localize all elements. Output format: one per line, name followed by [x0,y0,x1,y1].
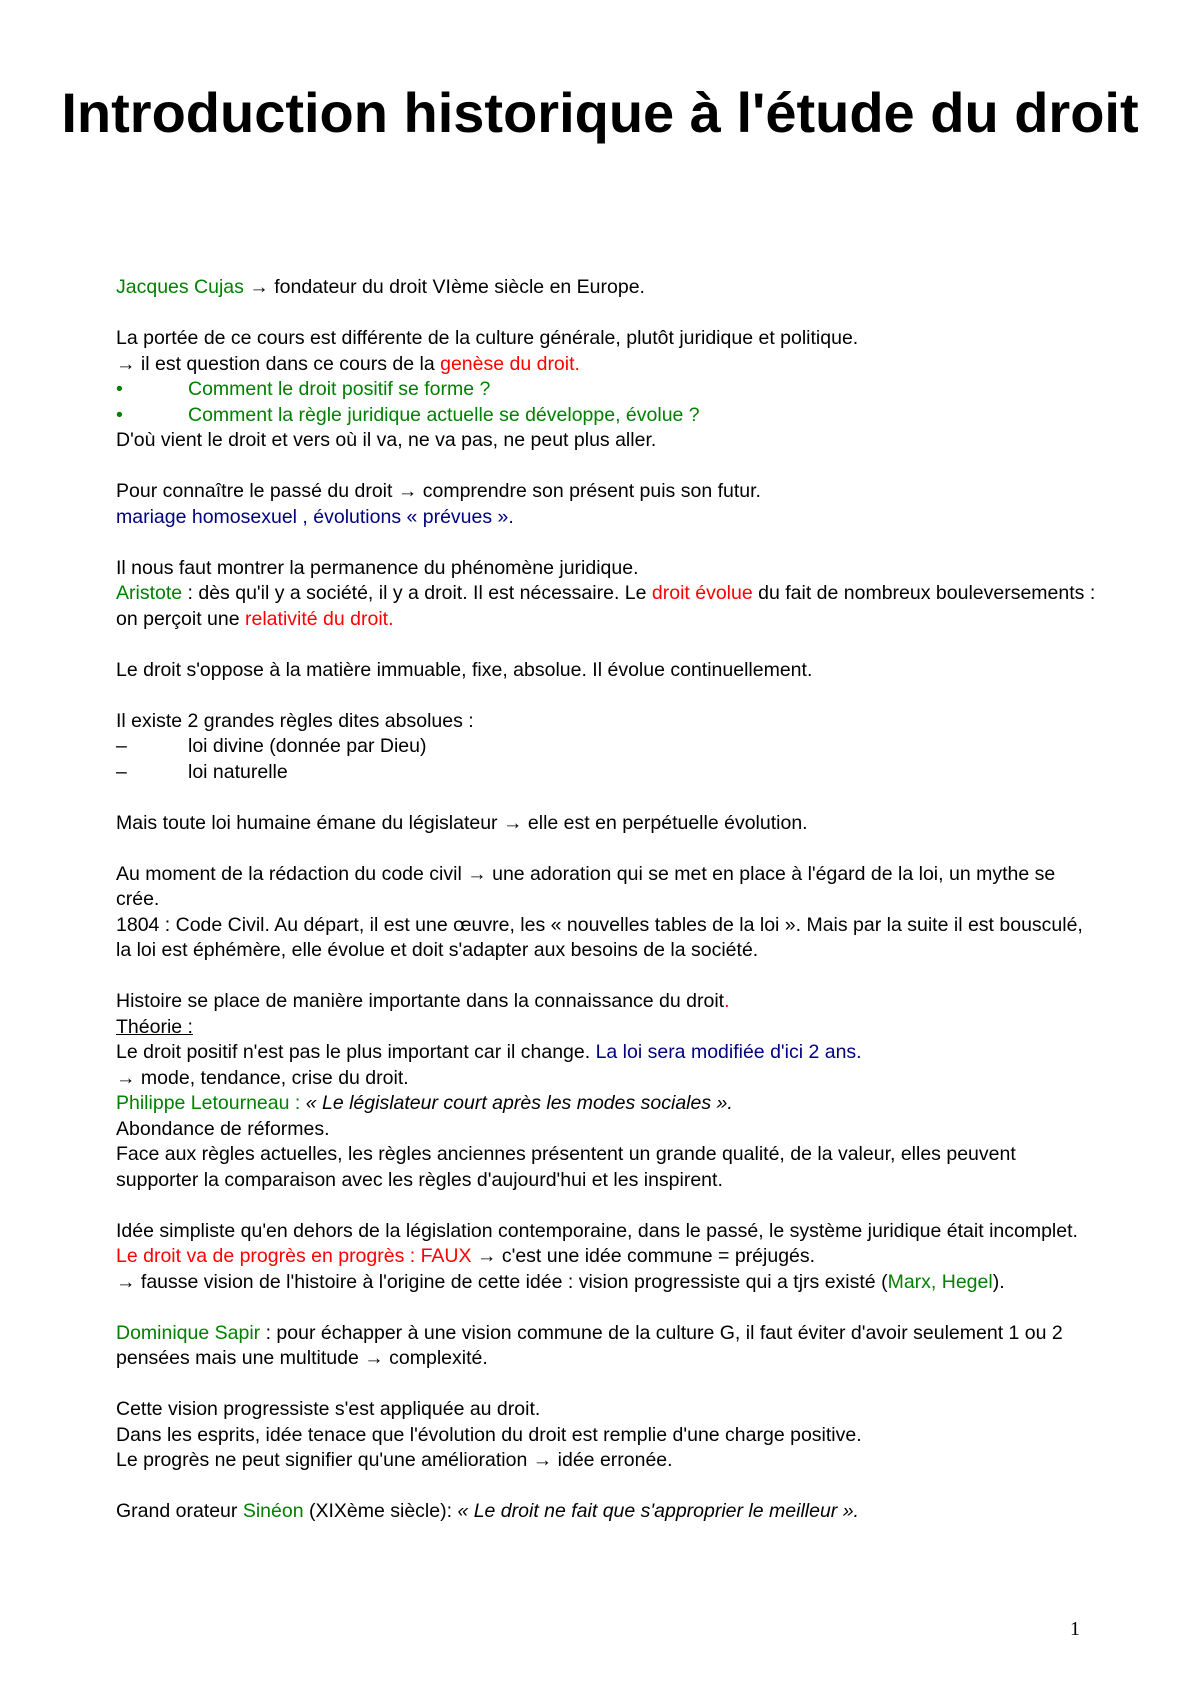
list-item-text: loi divine (donnée par Dieu) [188,735,427,757]
list-item [116,403,1096,429]
text: : dès qu'il y a société, il y a droit. Il est nécessaire. Le [182,582,652,604]
name-sineon: Sinéon [242,1500,304,1522]
paragraph: Cette vision progressiste s'est appliquée au droit. [116,1398,541,1420]
dash-marker: – [116,760,127,783]
paragraph [116,1499,1096,1525]
list-item-text: Comment le droit positif se forme ? [188,378,491,400]
bullet-marker: • [116,378,123,400]
paragraph [116,1244,1096,1270]
paragraph: Il existe 2 grandes règles dites absolues : [116,709,474,732]
paragraph: Abondance de réformes. [116,1117,330,1140]
list-item-text: loi naturelle [188,760,288,783]
highlight: relativité du droit. [245,607,394,630]
paragraph [116,989,1096,1015]
list-item [116,377,1096,403]
list-item [116,760,1096,786]
paragraph: 1804 : Code Civil. Au départ, il est une œuvre, les « nouvelles tables de la loi ». Mais par la suite il est bousculé, la loi est éphémère, elle évolue et doit s'adapter aux besoins de la société. [116,913,1083,961]
paragraph: mariage homosexuel , évolutions « prévues ». [116,505,514,528]
name-letourneau: Philippe Letourneau : [116,1092,306,1114]
paragraph [116,1091,1096,1117]
highlight: . [724,990,730,1012]
dash-marker: – [116,735,127,757]
paragraph: Pour connaître le passé du droit → comprendre son présent puis son futur. [116,480,761,502]
highlight-genese: genèse du droit. [440,352,580,375]
paragraph: La portée de ce cours est différente de la culture générale, plutôt juridique et politique. [116,327,859,349]
paragraph [116,581,1096,632]
paragraph: Idée simpliste qu'en dehors de la législation contemporaine, dans le passé, le système juridique était incomplet. [116,1219,1078,1242]
section-label: Théorie : [116,1015,193,1038]
highlight: droit évolue [651,582,753,604]
paragraph: D'où vient le droit et vers où il va, ne va pas, ne peut plus aller. [116,429,657,451]
paragraph: Le droit s'oppose à la matière immuable, fixe, absolue. Il évolue continuellement. [116,658,813,681]
bullet-marker: • [116,403,123,426]
text: du fait de nombreux bouleversements : on perçoit une [116,582,1096,630]
paragraph [116,1040,1096,1066]
paragraph: Dans les esprits, idée tenace que l'évolution du droit est remplie d'une charge positive. [116,1423,862,1446]
name-cujas: Jacques Cujas [116,276,244,298]
paragraph: Il nous faut montrer la permanence du phénomène juridique. [116,556,639,579]
name-marx-hegel: Marx, Hegel [887,1270,993,1293]
text: Le droit positif n'est pas le plus important car il change. [116,1041,596,1063]
page-title: Introduction historique à l'étude du droit [61,81,1139,144]
highlight: La loi sera modifiée d'ici 2 ans. [595,1041,862,1063]
paragraph: Mais toute loi humaine émane du législateur → elle est en perpétuelle évolution. [116,811,808,834]
document-body [116,275,1096,1525]
text: Grand orateur [116,1500,243,1522]
highlight: Le droit va de progrès en progrès : FAUX [116,1245,472,1267]
paragraph [116,275,1096,301]
text: : pour échapper à une vision commune de la culture G, il faut éviter d'avoir seulement 1 ou 2 pensées mais une multitude → complexité. [116,1321,1063,1369]
text: (XIXème siècle): [303,1500,458,1522]
paragraph: → mode, tendance, crise du droit. [116,1066,409,1089]
text: → il est question dans ce cours de la [116,352,441,375]
name-aristote: Aristote [116,582,183,604]
text: → fondateur du droit VIème siècle en Europe. [243,276,645,298]
paragraph [116,1321,1096,1372]
paragraph [116,352,1096,378]
paragraph [116,1270,1096,1296]
text: → c'est une idée commune = préjugés. [471,1245,816,1267]
paragraph: Au moment de la rédaction du code civil → une adoration qui se met en place à l'égard de la loi, un mythe se crée. [116,862,1056,910]
paragraph: Face aux règles actuelles, les règles anciennes présentent un grande qualité, de la valeur, elles peuvent supporter la comparaison avec les règles d'aujourd'hui et les inspirent. [116,1143,1016,1191]
list-item-text: Comment la règle juridique actuelle se développe, évolue ? [188,403,700,426]
list-item [116,734,1096,760]
name-sapir: Dominique Sapir [116,1321,261,1344]
text: → fausse vision de l'histoire à l'origine de cette idée : vision progressiste qui a tjrs existé ( [116,1270,888,1293]
text: Histoire se place de manière importante dans la connaissance du droit [116,990,725,1012]
page-number: 1 [1070,1618,1080,1640]
paragraph: Le progrès ne peut signifier qu'une amélioration → idée erronée. [116,1449,673,1471]
quote: « Le droit ne fait que s'approprier le meilleur ». [457,1500,859,1522]
text: ). [992,1270,1005,1293]
quote: « Le législateur court après les modes sociales ». [305,1092,733,1114]
